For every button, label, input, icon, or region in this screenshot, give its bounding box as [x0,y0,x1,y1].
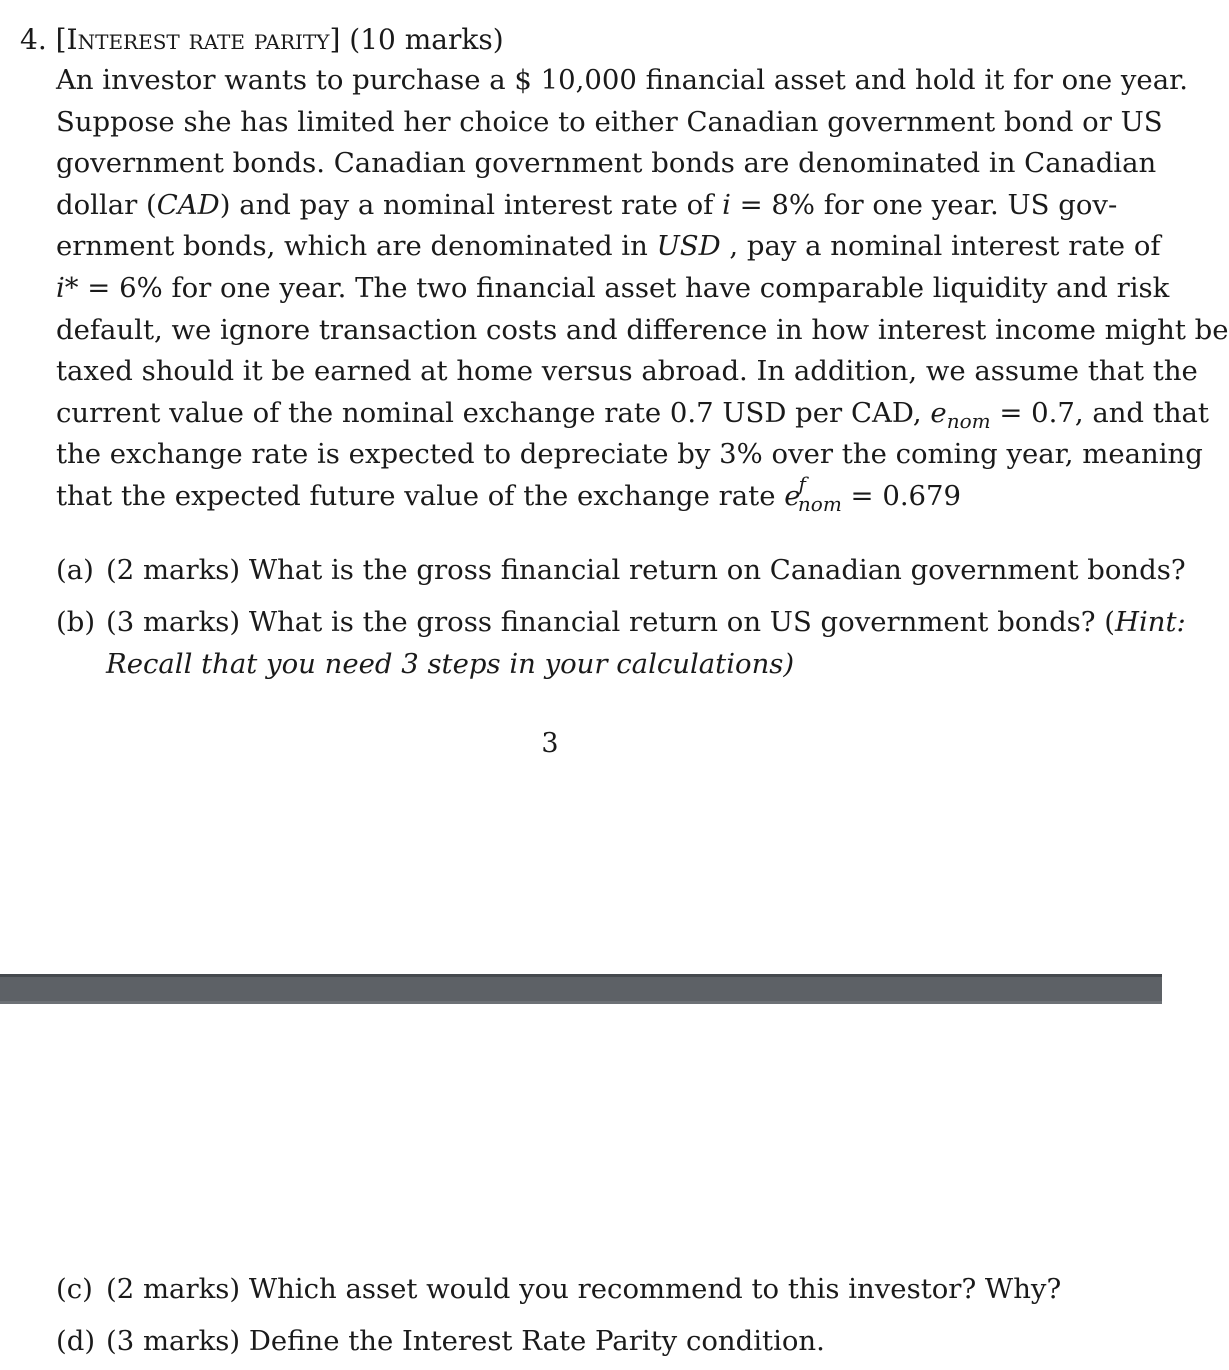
part-text: (2 marks) What is the gross financial return on Canadian government bonds? [106,554,1186,586]
part-b [56,602,1186,685]
cad-symbol: CAD [156,188,220,221]
body-line: default, we ignore transaction costs and difference in how interest income might be [56,313,1229,346]
part-text: (2 marks) Which asset would you recommend to this investor? Why? [106,1273,1062,1305]
body-line: government bonds. Canadian government bonds are denominated in Canadian [56,147,1157,180]
part-a [56,550,1186,592]
part-label: (c) [56,1273,93,1305]
body-line: i* = 6% for one year. The two financial asset have comparable liquidity and risk [56,271,1170,304]
part-c [56,1269,1118,1311]
body-line: the exchange rate is expected to depreciate by 3% over the coming year, meaning [56,438,1203,471]
part-text: (3 marks) What is the gross financial return on US government bonds? ( [106,606,1116,638]
istar-symbol: i* [56,271,79,304]
part-label: (d) [56,1325,96,1357]
body-line: dollar (CAD) and pay a nominal interest rate of i = 8% for one year. US gov- [56,188,1118,221]
body-line: taxed should it be earned at home versus abroad. In addition, we assume that the [56,355,1198,388]
part-text: (3 marks) Define the Interest Rate Parity condition. [106,1325,825,1357]
question-number: 4. [20,23,47,56]
body-line: An investor wants to purchase a $ 10,000 financial asset and hold it for one year. [56,64,1188,96]
question-title: [Interest rate parity] [55,23,341,56]
part-d [56,1321,1118,1363]
i-symbol: i [722,188,731,221]
hint-label: Hint: [1115,606,1186,638]
page-separator [0,974,1162,1004]
part-label: (b) [56,606,96,638]
page-number: 3 [541,728,559,759]
usd-symbol: USD [656,230,721,263]
question-heading [20,22,504,58]
e-nom-symbol: e [930,396,947,429]
question-body [56,60,1229,518]
question-marks: (10 marks) [349,23,504,56]
part-text-continuation: Recall that you need 3 steps in your calculations) [106,647,795,680]
part-label: (a) [56,554,94,586]
e-f-nom-symbol: e [784,479,801,512]
body-line: ernment bonds, which are denominated in USD , pay a nominal interest rate of [56,230,1161,263]
body-line: Suppose she has limited her choice to either Canadian government bond or US [56,105,1163,138]
body-line: current value of the nominal exchange rate 0.7 USD per CAD, $e_{nom} = 0.7$, and that [56,396,1209,433]
body-line: that the expected future value of the exchange rate $e^f_{nom} = 0.679$ [56,471,962,516]
